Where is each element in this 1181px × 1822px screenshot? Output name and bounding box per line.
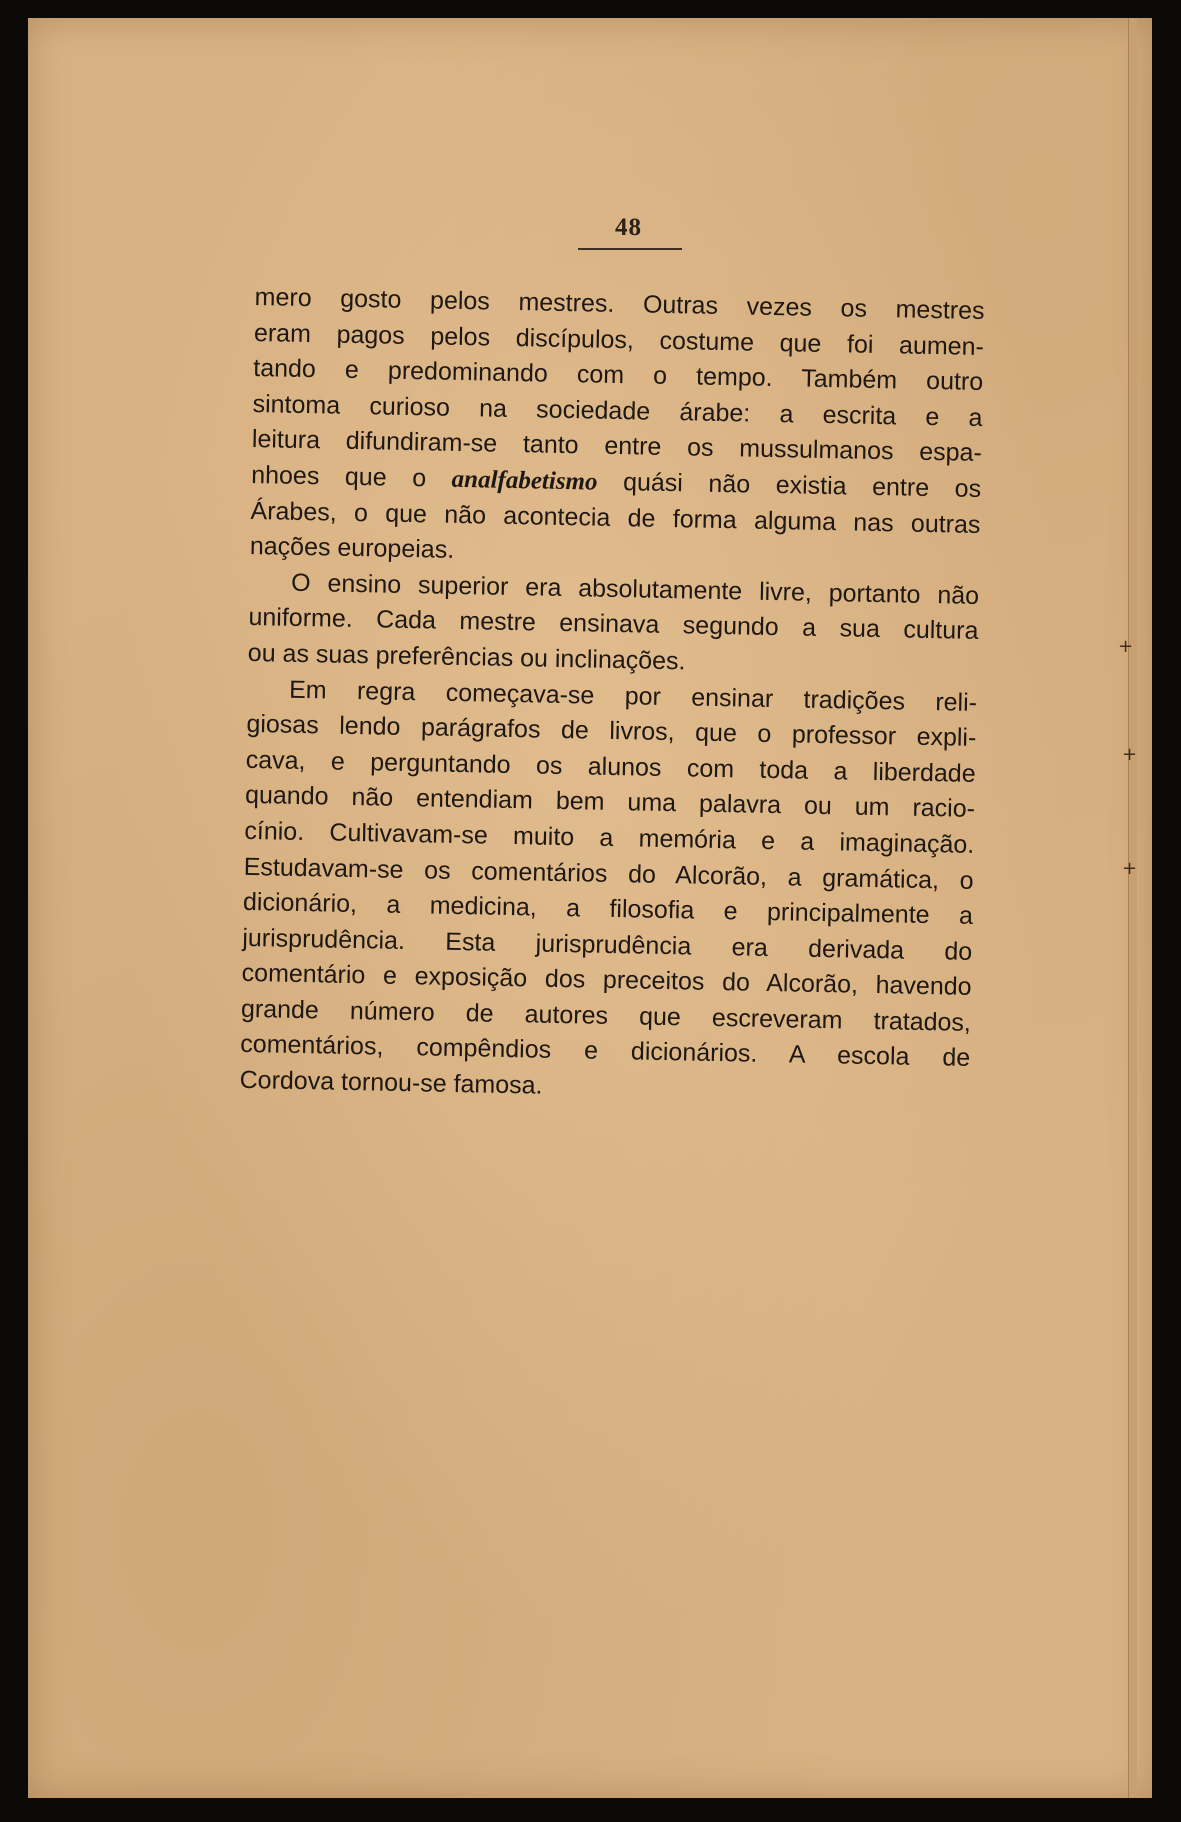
margin-mark: + xyxy=(1122,858,1138,879)
text-segment: nhoes que o xyxy=(250,460,452,493)
text-line: sintoma curioso na sociedade árabe: a escrita e a xyxy=(252,389,983,432)
page-number: 48 xyxy=(615,214,642,241)
text-line: ou as suas preferências ou inclinações. xyxy=(247,638,686,676)
text-line: quando não entendiam bem uma palavra ou um racio- xyxy=(244,781,976,824)
text-line: Em regra começava-se por ensinar tradições reli- xyxy=(288,675,978,717)
paragraph-3 xyxy=(239,671,977,1112)
paragraph-2 xyxy=(247,565,979,686)
text-line: dicionário, a medicina, a filosofia e principalmente a xyxy=(242,887,974,930)
text-segment: quási não existia entre os xyxy=(622,468,982,503)
text-line: nações europeias. xyxy=(249,532,455,565)
text-line: tando e predominando com o tempo. Também outro xyxy=(253,354,984,397)
text-line: grande número de autores que escreveram tratados, xyxy=(240,994,972,1037)
text-line: cínio. Cultivavam-se muito a memória e a imaginação. xyxy=(244,816,975,859)
text-line: jurisprudência. Esta jurisprudência era derivada do xyxy=(242,923,973,966)
text-line: leitura difundiram-se tanto entre os mussulmanos espa- xyxy=(251,425,983,468)
text-line: Estudavam-se os comentários do Alcorão, a gramática, o xyxy=(243,852,974,895)
text-line: Árabes, o que não acontecia de forma alguma nas outras xyxy=(250,496,981,539)
page-edge xyxy=(1128,18,1137,1798)
text-line: giosas lendo parágrafos de livros, que o professor expli- xyxy=(246,710,977,753)
text-line: O ensino superior era absolutamente livre, portanto não xyxy=(290,568,980,610)
text-line: cava, e perguntando os alunos com toda a liberdade xyxy=(245,745,976,788)
text-line: mero gosto pelos mestres. Outras vezes os mestres xyxy=(254,282,985,326)
text-line: eram pagos pelos discípulos, costume que foi aumen- xyxy=(253,318,985,361)
text-line: Cordova tornou-se famosa. xyxy=(239,1065,543,1100)
italic-word: analfabetismo xyxy=(451,465,598,496)
text-line: comentários, compêndios e dicionários. A escola de xyxy=(240,1030,971,1073)
text-line: comentário e exposição dos preceitos do Alcorão, havendo xyxy=(241,959,972,1002)
body-text xyxy=(239,280,985,1113)
page-number-rule xyxy=(578,248,682,250)
paragraph-1 xyxy=(250,280,985,579)
text-line: uniforme. Cada mestre ensinava segundo a sua cultura xyxy=(248,603,979,646)
margin-mark: + xyxy=(1118,636,1134,657)
margin-mark: + xyxy=(1122,744,1138,765)
